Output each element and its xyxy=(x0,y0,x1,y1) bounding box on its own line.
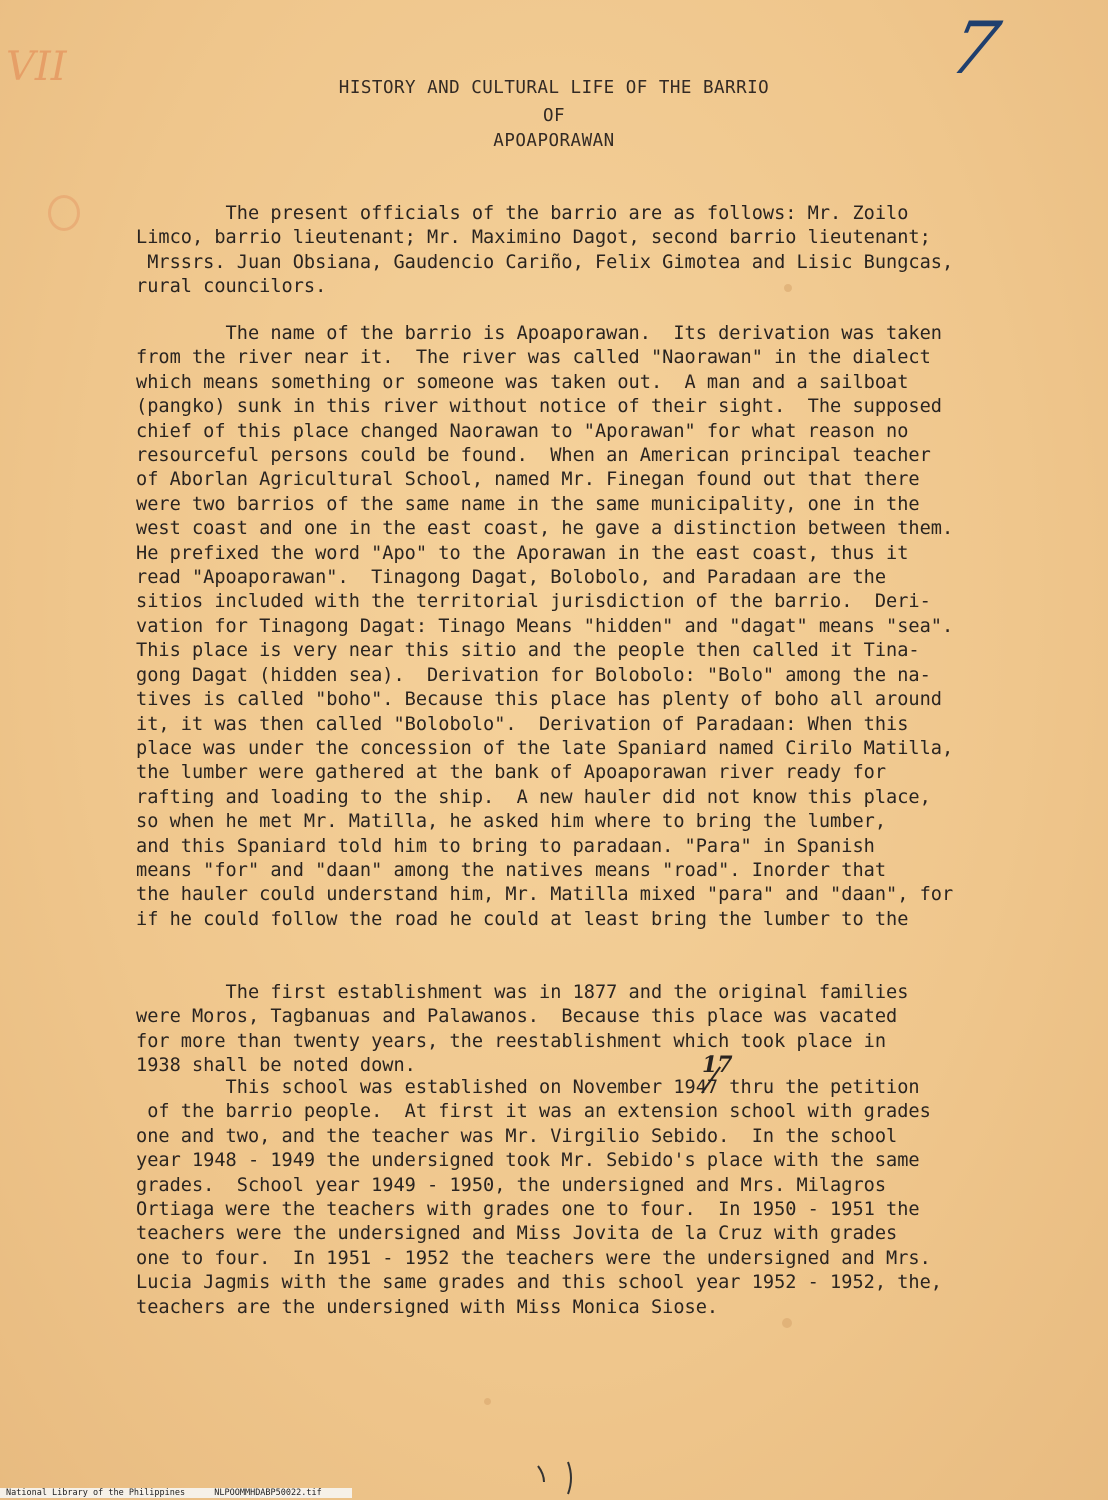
text-line: rafting and loading to the ship. A new hauler did not know this place, xyxy=(136,786,931,808)
text-line: The present officials of the barrio are as follows: Mr. Zoilo xyxy=(136,203,909,224)
text-line: means "for" and "daan" among the natives means "road". Inorder that xyxy=(136,859,887,881)
text-line: sitios included with the territorial jurisdiction of the barrio. Deri- xyxy=(136,591,931,613)
text-line: Limco, barrio lieutenant; Mr. Maximino Dagot, second barrio lieutenant; xyxy=(136,227,931,249)
text-line: vation for Tinagong Dagat: Tinago Means "hidden" and "dagat" means "sea". xyxy=(136,615,954,637)
text-line: of Aborlan Agricultural School, named Mr. Finegan found out that there xyxy=(136,469,920,491)
paragraph-school xyxy=(136,1076,1026,1320)
text-line: were Moros, Tagbanuas and Palawanos. Because this place was vacated xyxy=(136,1006,898,1028)
text-line: one to four. In 1951 - 1952 the teachers were the undersigned and Mrs. xyxy=(136,1247,931,1269)
text-line: were two barrios of the same name in the same municipality, one in the xyxy=(136,493,920,515)
text-line: Ortiaga were the teachers with grades one to four. In 1950 - 1951 the xyxy=(136,1199,920,1221)
text-line: which means something or someone was taken out. A man and a sailboat xyxy=(136,371,909,393)
text-line: teachers were the undersigned and Miss Jovita de la Cruz with grades xyxy=(136,1223,898,1245)
text-line: the hauler could understand him, Mr. Matilla mixed "para" and "daan", for xyxy=(136,884,954,906)
text-line: west coast and one in the east coast, he gave a distinction between them. xyxy=(136,518,954,540)
text-line: grades. School year 1949 - 1950, the undersigned and Mrs. Milagros xyxy=(136,1174,887,1196)
title-line-3: APOAPORAWAN xyxy=(493,131,615,151)
text-line: year 1948 - 1949 the undersigned took Mr. Sebido's place with the same xyxy=(136,1150,920,1172)
text-line: gong Dagat (hidden sea). Derivation for Bolobolo: "Bolo" among the na- xyxy=(136,664,931,686)
text-line: resourceful persons could be found. When an American principal teacher xyxy=(136,445,931,467)
text-line: Lucia Jagmis with the same grades and this school year 1952 - 1952, the, xyxy=(136,1272,942,1294)
margin-roman-numeral: VII xyxy=(6,44,67,90)
text-line: one and two, and the teacher was Mr. Virgilio Sebido. In the school xyxy=(136,1125,898,1147)
text-line: for more than twenty years, the reestablishment which took place in xyxy=(136,1030,887,1052)
page-number-handwritten: 7 xyxy=(943,6,1007,90)
stain-dot xyxy=(784,284,792,292)
text-line: He prefixed the word "Apo" to the Aporawan in the east coast, thus it xyxy=(136,542,909,564)
footer-file-name: NLPOOMMHDABP50022.tif xyxy=(214,1488,322,1498)
paragraph-establishment xyxy=(136,981,1026,1079)
footer-library-name: National Library of the Philippines xyxy=(6,1488,186,1498)
text-line: and this Spaniard told him to bring to paradaan. "Para" in Spanish xyxy=(136,835,875,857)
text-line: read "Apoaporawan". Tinagong Dagat, Bolobolo, and Paradaan are the xyxy=(136,567,887,589)
text-line: tives is called "boho". Because this place has plenty of boho all around xyxy=(136,689,942,711)
text-line: place was under the concession of the late Spaniard named Cirilo Matilla, xyxy=(136,737,954,759)
text-line: of the barrio people. At first it was an extension school with grades xyxy=(136,1101,931,1123)
pencil-scratch-mark xyxy=(530,1460,590,1496)
stain-dot xyxy=(484,1398,491,1405)
title-line-2: OF xyxy=(542,106,566,126)
margin-circle-mark xyxy=(48,195,80,231)
paragraph-officials xyxy=(136,202,1026,300)
scan-footer xyxy=(0,1488,352,1498)
handwritten-date-correction: 17 xyxy=(702,1052,733,1078)
text-line: This place is very near this sitio and the people then called it Tina- xyxy=(136,640,920,662)
text-line: chief of this place changed Naorawan to "Aporawan" for what reason no xyxy=(136,420,909,442)
text-line: so when he met Mr. Matilla, he asked him where to bring the lumber, xyxy=(136,811,887,833)
text-line: from the river near it. The river was called "Naorawan" in the dialect xyxy=(136,347,931,369)
text-line: if he could follow the road he could at least bring the lumber to the xyxy=(136,908,909,930)
stain-dot xyxy=(782,1318,792,1328)
title-line-1: HISTORY AND CULTURAL LIFE OF THE BARRIO xyxy=(338,78,770,98)
text-line: 1938 shall be noted down. xyxy=(136,1055,416,1077)
paragraph-name-derivation xyxy=(136,322,1026,932)
text-line: Mrssrs. Juan Obsiana, Gaudencio Cariño, Felix Gimotea and Lisic Bungcas, xyxy=(136,251,954,273)
text-line: (pangko) sunk in this river without notice of their sight. The supposed xyxy=(136,396,942,418)
text-line: teachers are the undersigned with Miss Monica Siose. xyxy=(136,1296,719,1318)
text-line: rural councilors. xyxy=(136,276,327,298)
text-line: The first establishment was in 1877 and the original families xyxy=(136,982,909,1003)
text-line: This school was established on November 1947 thru the petition xyxy=(136,1077,920,1098)
text-line: the lumber were gathered at the bank of Apoaporawan river ready for xyxy=(136,762,887,784)
text-line: The name of the barrio is Apoaporawan. Its derivation was taken xyxy=(136,323,942,344)
text-line: it, it was then called "Bolobolo". Derivation of Paradaan: When this xyxy=(136,713,909,735)
